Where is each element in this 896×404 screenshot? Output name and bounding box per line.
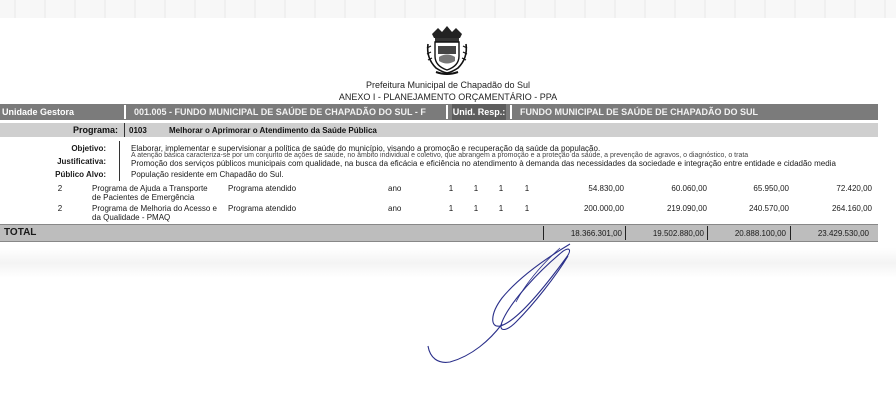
row-value: 200.000,00 xyxy=(583,204,624,213)
justificativa-label: Justificativa: xyxy=(57,157,106,166)
unid-resp-label: Unid. Resp.: xyxy=(452,104,506,120)
total-divider xyxy=(707,226,708,240)
row-goal: 1 xyxy=(498,184,504,193)
row-value: 60.060,00 xyxy=(671,184,707,193)
row-unit: ano xyxy=(388,204,402,213)
justificativa-text-a: A atenção básica caracteriza-se por um conjunto de ações de saúde, no âmbito individual e coletivo, que abrangem a promoção e a proteção da saúde, a prevenção de agravos, o diagnóstico, o trata xyxy=(131,152,749,159)
scan-artifact-top xyxy=(0,0,896,18)
row-action-line2: da Qualidade - PMAQ xyxy=(92,213,171,222)
programa-label: Programa: xyxy=(72,125,118,135)
row-goal: 1 xyxy=(473,204,479,213)
row-value: 54.830,00 xyxy=(588,184,624,193)
unidade-gestora-bar xyxy=(0,104,878,120)
divider xyxy=(124,105,126,119)
objetivo-label: Objetivo: xyxy=(71,144,106,153)
row-value: 264.160,00 xyxy=(831,204,872,213)
row-number: 2 xyxy=(57,204,63,213)
publico-text: População residente em Chapadão do Sul. xyxy=(131,170,284,179)
row-goal: 1 xyxy=(473,184,479,193)
row-action-line1: Programa de Melhoria do Acesso e xyxy=(92,204,217,213)
row-unit: ano xyxy=(388,184,402,193)
municipal-coat-of-arms-icon xyxy=(424,24,470,76)
objetivo-text: Elaborar, implementar e supervisionar a política de saúde do município, visando a promoção e recuperação da saúde da população. xyxy=(131,144,601,153)
row-action xyxy=(92,204,228,222)
row-value: 72.420,00 xyxy=(836,184,872,193)
row-product: Programa atendido xyxy=(228,204,297,213)
programa-name: Melhorar o Aprimorar o Atendimento da Saúde Pública xyxy=(169,125,377,135)
divider xyxy=(446,105,448,119)
row-goal: 1 xyxy=(524,204,530,213)
publico-label: Público Alvo: xyxy=(55,170,106,179)
unidade-gestora-value: 001.005 - FUNDO MUNICIPAL DE SAÚDE DE CHAPADÃO DO SUL - F xyxy=(134,107,426,117)
row-action-line2: de Pacientes de Emergência xyxy=(92,193,195,202)
total-value: 18.366.301,00 xyxy=(570,229,622,238)
annex-title: ANEXO I - PLANEJAMENTO ORÇAMENTÁRIO - PPA xyxy=(338,92,558,102)
row-number: 2 xyxy=(57,184,63,193)
row-action xyxy=(92,184,228,202)
prefeitura-title: Prefeitura Municipal de Chapadão do Sul xyxy=(365,80,531,90)
unid-resp-value: FUNDO MUNICIPAL DE SAÚDE DE CHAPADÃO DO SUL xyxy=(520,107,759,117)
row-value: 219.090,00 xyxy=(666,204,707,213)
programa-bar xyxy=(0,123,878,137)
handwritten-signature xyxy=(420,236,590,366)
row-action-line1: Programa de Ajuda a Transporte xyxy=(92,184,208,193)
row-goal: 1 xyxy=(448,184,454,193)
row-value: 240.570,00 xyxy=(748,204,789,213)
programa-code: 0103 xyxy=(129,125,147,135)
total-divider xyxy=(790,226,791,240)
divider xyxy=(124,123,125,137)
total-value: 23.429.530,00 xyxy=(817,229,869,238)
row-product: Programa atendido xyxy=(228,184,297,193)
row-goal: 1 xyxy=(524,184,530,193)
info-divider xyxy=(119,141,120,181)
justificativa-text-b: Promoção dos serviços públicos municipais com qualidade, na busca da eficácia e eficiência no atendimento à demanda das necessidades da sociedade e integração entre entidade e cidadão media xyxy=(131,159,836,168)
row-value: 65.950,00 xyxy=(753,184,789,193)
divider xyxy=(510,105,512,119)
total-value: 20.888.100,00 xyxy=(734,229,786,238)
unidade-gestora-label: Unidade Gestora xyxy=(2,107,75,117)
row-goal: 1 xyxy=(448,204,454,213)
row-goal: 1 xyxy=(498,204,504,213)
total-value: 19.502.880,00 xyxy=(652,229,704,238)
total-label: TOTAL xyxy=(4,227,37,238)
total-divider xyxy=(625,226,626,240)
